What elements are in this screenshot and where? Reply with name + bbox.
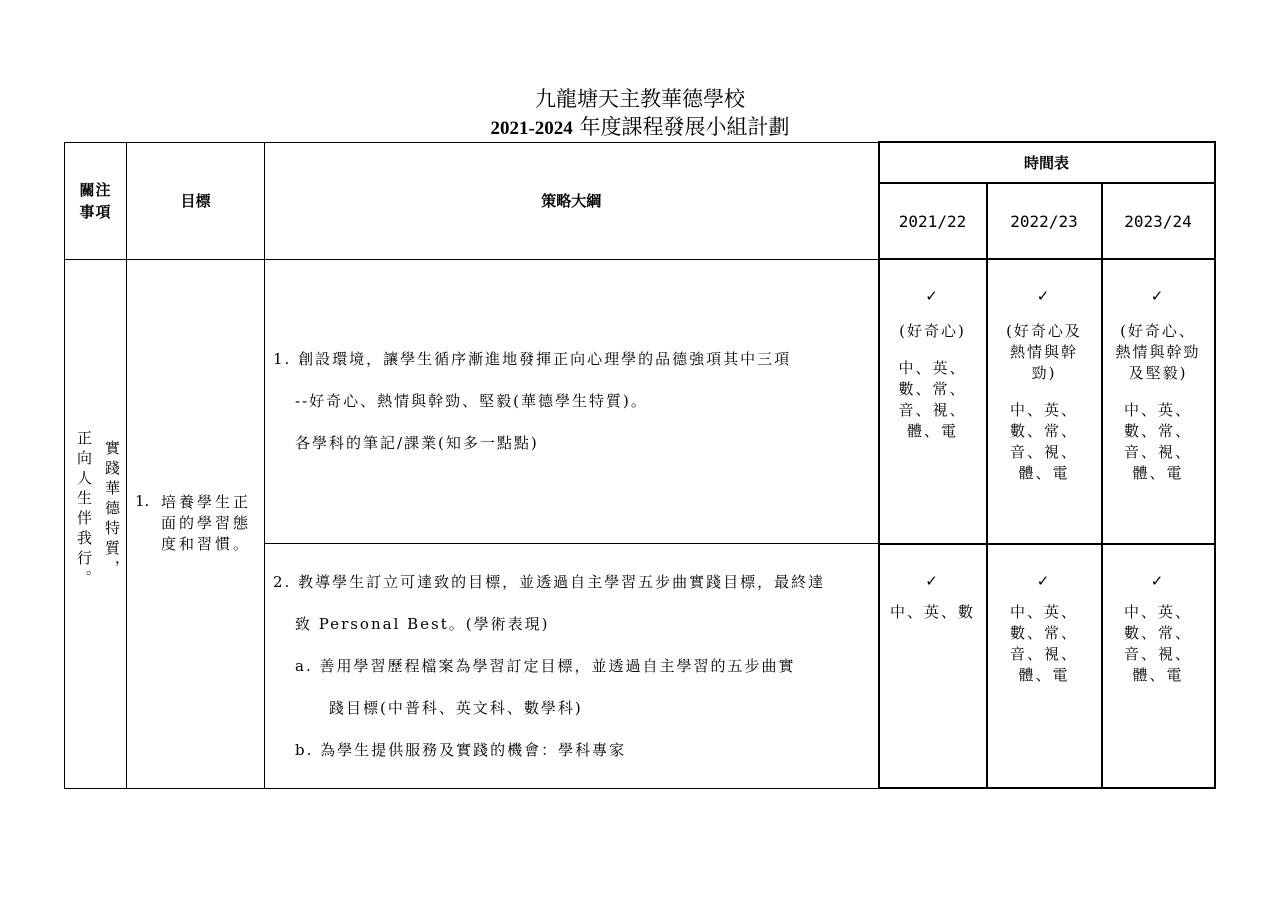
focus-header-line1: 關注 xyxy=(79,180,112,199)
schedule-focus: (好奇心) xyxy=(899,322,966,340)
subjects-line: 體、電 xyxy=(1132,464,1184,482)
year-header-2023: 2023/24 xyxy=(1102,183,1215,259)
subjects-line: 體、電 xyxy=(1018,464,1070,482)
subjects-line: 體、電 xyxy=(906,422,958,440)
subjects-line: 中、英、 xyxy=(1123,602,1192,621)
subjects-line: 數、常、 xyxy=(1123,623,1192,642)
tick-mark: ✓ xyxy=(1036,287,1052,305)
tick-mark: ✓ xyxy=(1150,571,1166,590)
strategy-2-line-5: b. 為學生提供服務及實踐的機會：學科專家 xyxy=(295,740,627,759)
subjects-line: 數、常、 xyxy=(898,380,967,398)
strategy-1-line-1: 1. 創設環境，讓學生循序漸進地發揮正向心理學的品德強項其中三項 xyxy=(273,350,792,369)
tick-mark: ✓ xyxy=(925,287,940,305)
strategy-header: 策略大綱 xyxy=(265,142,879,259)
focus-header xyxy=(65,142,127,259)
focus-cell xyxy=(65,259,127,788)
subjects-line: 數、常、 xyxy=(1009,422,1078,440)
strategy-1-line-3: 各學科的筆記/課業(知多一點點) xyxy=(295,434,539,453)
schedule-2-2021 xyxy=(879,544,987,788)
goal-cell xyxy=(127,259,265,788)
goal-header: 目標 xyxy=(127,142,265,259)
schedule-header: 時間表 xyxy=(879,142,1215,183)
schedule-focus-line: 勁) xyxy=(1031,364,1057,382)
plan-year: 2021-2024 xyxy=(490,118,573,139)
goal-number: 1. xyxy=(135,492,150,510)
year-header-2022: 2022/23 xyxy=(987,183,1102,259)
subjects-line: 體、電 xyxy=(1018,665,1070,684)
schedule-focus-line: 及堅毅) xyxy=(1128,364,1188,382)
strategy-2-line-4: 踐目標(中普科、英文科、數學科) xyxy=(329,698,583,717)
schedule-2-2022 xyxy=(987,544,1102,788)
strategy-2-line-1: 2. 教導學生訂立可達致的目標，並透過自主學習五步曲實踐目標，最終達 xyxy=(273,572,826,591)
strategy-row-1 xyxy=(65,259,1215,544)
schedule-1-2022 xyxy=(987,259,1102,544)
subjects-line: 音、視、 xyxy=(1123,644,1192,663)
schedule-1-2023 xyxy=(1102,259,1215,544)
strategy-2-line-3: a. 善用學習歷程檔案為學習訂定目標，並透過自主學習的五步曲實 xyxy=(295,656,796,675)
schedule-focus-line: (好奇心及 xyxy=(1006,322,1082,340)
strategy-1-line-2: --好奇心、熱情與幹勁、堅毅(華德學生特質)。 xyxy=(295,392,648,411)
year-header-2021: 2021/22 xyxy=(879,183,987,259)
plan-title-text: 年度課程發展小組計劃 xyxy=(579,115,790,139)
strategy-1 xyxy=(265,259,879,544)
focus-column-1: 正向人生伴我行。 xyxy=(75,429,93,590)
subjects-line: 中、英、 xyxy=(1009,401,1078,419)
subjects-line: 音、視、 xyxy=(898,401,967,419)
subjects-line: 中、英、 xyxy=(1009,602,1078,621)
curriculum-plan-table xyxy=(64,141,1216,789)
strategy-2 xyxy=(265,544,879,788)
strategy-2-line-2: 致 Personal Best。(學術表現) xyxy=(295,614,550,633)
tick-mark: ✓ xyxy=(1150,287,1166,305)
schedule-focus-line: (好奇心、 xyxy=(1120,322,1196,340)
subjects-line: 數、常、 xyxy=(1123,422,1192,440)
tick-mark: ✓ xyxy=(925,571,940,590)
subjects-line: 中、英、數 xyxy=(889,602,975,621)
schedule-focus-line: 熱情與幹勁 xyxy=(1115,343,1201,361)
school-name: 九龍塘天主教華德學校 xyxy=(535,87,745,111)
header-row-1 xyxy=(65,142,1215,183)
tick-mark: ✓ xyxy=(1036,571,1052,590)
schedule-focus-line: 熱情與幹 xyxy=(1009,343,1078,361)
plan-title xyxy=(0,114,1280,142)
focus-header-line2: 事項 xyxy=(79,202,112,221)
goal-text: 培養學生正面的學習態度和習慣。 xyxy=(161,493,252,553)
schedule-2-2023 xyxy=(1102,544,1215,788)
schedule-1-2021 xyxy=(879,259,987,544)
subjects-line: 音、視、 xyxy=(1009,644,1078,663)
subjects-line: 數、常、 xyxy=(1009,623,1078,642)
subjects-line: 中、英、 xyxy=(898,359,967,377)
subjects-line: 音、視、 xyxy=(1009,443,1078,461)
focus-column-2: 實踐華德特質， xyxy=(103,439,121,580)
subjects-line: 體、電 xyxy=(1132,665,1184,684)
subjects-line: 音、視、 xyxy=(1123,443,1192,461)
subjects-line: 中、英、 xyxy=(1123,401,1192,419)
